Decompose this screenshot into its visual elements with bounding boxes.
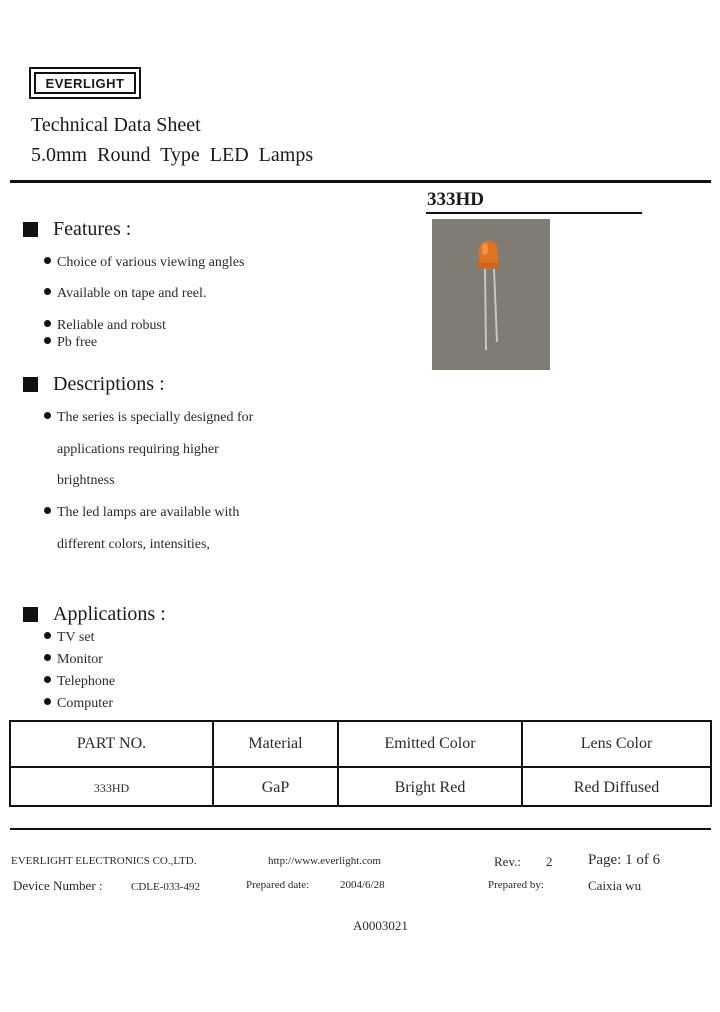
doc-subtitle: 5.0mm Round Type LED Lamps [31,144,314,166]
feature-text: Pb free [57,335,98,350]
footer-prepared-date-label: Prepared date: [246,879,310,891]
part-number-underline [426,212,642,214]
description-text: different colors, intensities, [57,537,210,552]
bullet-icon [44,632,51,639]
footer-company: EVERLIGHT ELECTRONICS CO.,LTD. [11,855,197,867]
logo-text: EVERLIGHT [34,72,136,94]
table-cell-lens-color: Red Diffused [573,779,660,796]
application-text: Computer [57,696,113,711]
bullet-icon [44,257,51,264]
footer-device-label: Device Number : [13,878,103,893]
bullet-icon [44,654,51,661]
descriptions-title: Descriptions : [53,373,165,395]
application-text: Monitor [57,652,103,667]
feature-text: Available on tape and reel. [57,286,207,301]
feature-text: Choice of various viewing angles [57,255,245,270]
doc-title: Technical Data Sheet [31,114,201,136]
bullet-icon [44,288,51,295]
description-text: applications requiring higher [57,442,219,457]
description-item [44,505,239,521]
application-text: Telephone [57,674,116,689]
feature-item [44,335,97,351]
applications-square-icon [23,607,38,622]
led-lamp-icon [432,219,550,370]
description-item [44,410,253,426]
table-header-lens-color: Lens Color [580,735,653,752]
footer-rev-value: 2 [546,854,553,869]
footer-prepared-date-value: 2004/6/28 [340,879,385,891]
table-header-emitted-color: Emitted Color [384,735,476,752]
feature-item [44,286,206,302]
table-cell-part-no: 333HD [93,781,130,795]
application-item [44,630,94,646]
table-header-material: Material [248,735,303,752]
everlight-logo [29,67,141,99]
application-item [44,674,115,690]
table-cell-emitted-color: Bright Red [394,779,466,796]
part-number-heading: 333HD [427,189,484,210]
footer-prepared-by-label: Prepared by: [488,879,544,891]
bullet-icon [44,320,51,327]
applications-title: Applications : [53,603,166,625]
application-item [44,696,113,712]
footer-doc-code: A0003021 [353,918,408,933]
features-title: Features : [53,218,132,240]
application-item [44,652,103,668]
table-header-part-no: PART NO. [76,735,147,752]
feature-item [44,318,166,334]
led-product-photo [432,219,550,370]
footer-device-value: CDLE-033-492 [131,881,201,893]
description-text: The led lamps are available with [57,505,240,520]
footer-prepared-by-value: Caixia wu [588,878,642,893]
footer-page: Page: 1 of 6 [588,852,661,868]
features-square-icon [23,222,38,237]
descriptions-square-icon [23,377,38,392]
bullet-icon [44,507,51,514]
bullet-icon [44,412,51,419]
footer-divider [10,828,711,830]
table-cell-material: GaP [261,779,290,796]
bullet-icon [44,337,51,344]
footer-website: http://www.everlight.com [268,855,381,867]
table-row-divider [9,766,712,768]
feature-item [44,255,244,271]
feature-text: Reliable and robust [57,318,166,333]
description-text: brightness [57,473,115,488]
application-text: TV set [57,630,95,645]
bullet-icon [44,698,51,705]
header-divider [10,180,711,183]
description-text: The series is specially designed for [57,410,254,425]
footer-rev-label: Rev.: [494,854,521,869]
bullet-icon [44,676,51,683]
